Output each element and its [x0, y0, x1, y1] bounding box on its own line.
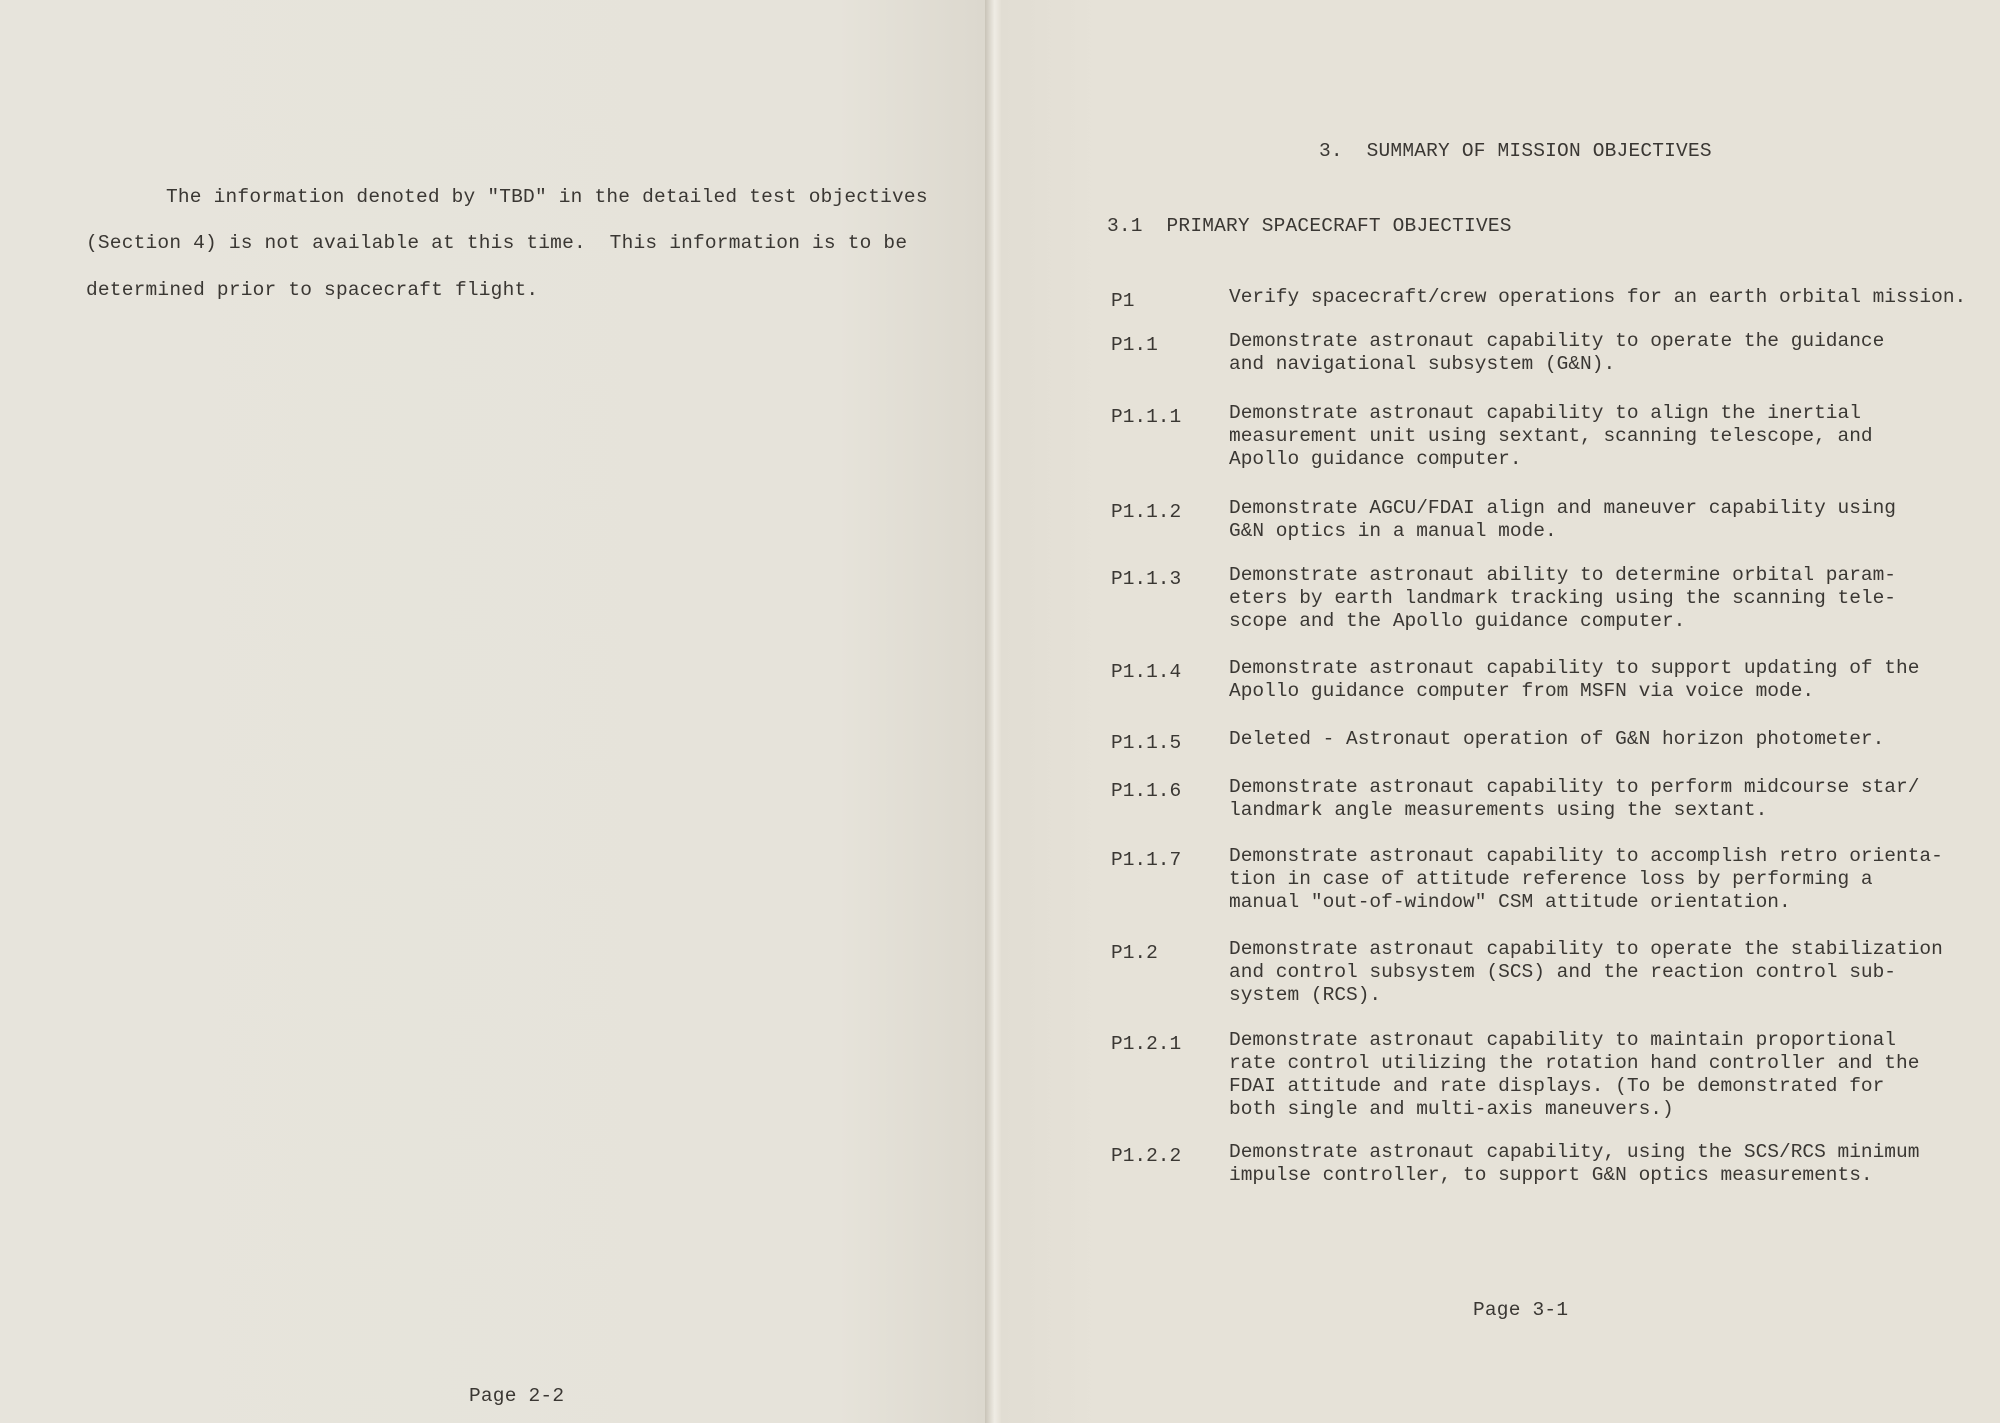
- objective-text: Demonstrate AGCU/FDAI align and maneuver capability using G&N optics in a manual mode.: [1229, 497, 1897, 542]
- subsection-title: 3.1 PRIMARY SPACECRAFT OBJECTIVES: [1107, 215, 1512, 237]
- objective-text: Demonstrate astronaut capability, using the SCS/RCS minimum impulse controller, to support G&N optics measurements.: [1229, 1141, 1920, 1186]
- section-title: 3. SUMMARY OF MISSION OBJECTIVES: [1319, 140, 1712, 162]
- objective-code: P1.1.4: [1111, 661, 1182, 683]
- left-page: [0, 0, 985, 1423]
- objective-code: P1.1.1: [1111, 406, 1182, 428]
- objective-code: P1.2.1: [1111, 1033, 1182, 1055]
- page-number-right: Page 3-1: [1473, 1299, 1569, 1321]
- paragraph-line-2: (Section 4) is not available at this time. This information is to be: [86, 232, 908, 254]
- objective-code: P1.1: [1111, 334, 1158, 356]
- paragraph-line-1: The information denoted by "TBD" in the detailed test objectives: [166, 186, 928, 208]
- book-gutter: [985, 0, 1001, 1423]
- paragraph-line-3: determined prior to spacecraft flight.: [86, 279, 539, 301]
- objective-text: Demonstrate astronaut capability to align the inertial measurement unit using sextant, scanning telescope, and Apollo guidance computer.: [1229, 402, 1873, 470]
- objective-text: Verify spacecraft/crew operations for an earth orbital mission.: [1229, 286, 1967, 308]
- right-page: [1001, 0, 2000, 1423]
- objective-code: P1.1.5: [1111, 732, 1182, 754]
- objective-code: P1.2: [1111, 942, 1158, 964]
- objective-text: Demonstrate astronaut capability to support updating of the Apollo guidance computer from MSFN via voice mode.: [1229, 657, 1920, 702]
- objective-text: Demonstrate astronaut capability to operate the guidance and navigational subsystem (G&N).: [1229, 330, 1885, 375]
- objective-text: Demonstrate astronaut capability to maintain proportional rate control utilizing the rotation hand controller and the FDAI attitude and rate displays. (To be demonstrated for both single and multi-axis maneuvers.): [1229, 1029, 1920, 1120]
- objective-code: P1: [1111, 290, 1135, 312]
- objective-code: P1.2.2: [1111, 1145, 1182, 1167]
- objective-text: Deleted - Astronaut operation of G&N horizon photometer.: [1229, 728, 1885, 750]
- objective-text: Demonstrate astronaut capability to accomplish retro orienta- tion in case of attitude reference loss by performing a manual "out-of-window" CSM attitude orientation.: [1229, 845, 1943, 913]
- objective-code: P1.1.2: [1111, 501, 1182, 523]
- objective-code: P1.1.7: [1111, 849, 1182, 871]
- objective-text: Demonstrate astronaut capability to operate the stabilization and control subsystem (SCS) and the reaction control sub- system (RCS).: [1229, 938, 1943, 1006]
- objective-text: Demonstrate astronaut ability to determine orbital param- eters by earth landmark tracking using the scanning tele- scope and the Apollo guidance computer.: [1229, 564, 1897, 632]
- objective-code: P1.1.6: [1111, 780, 1182, 802]
- objective-text: Demonstrate astronaut capability to perform midcourse star/ landmark angle measurements using the sextant.: [1229, 776, 1920, 821]
- page-number: Page 2-2: [469, 1385, 565, 1407]
- objective-code: P1.1.3: [1111, 568, 1182, 590]
